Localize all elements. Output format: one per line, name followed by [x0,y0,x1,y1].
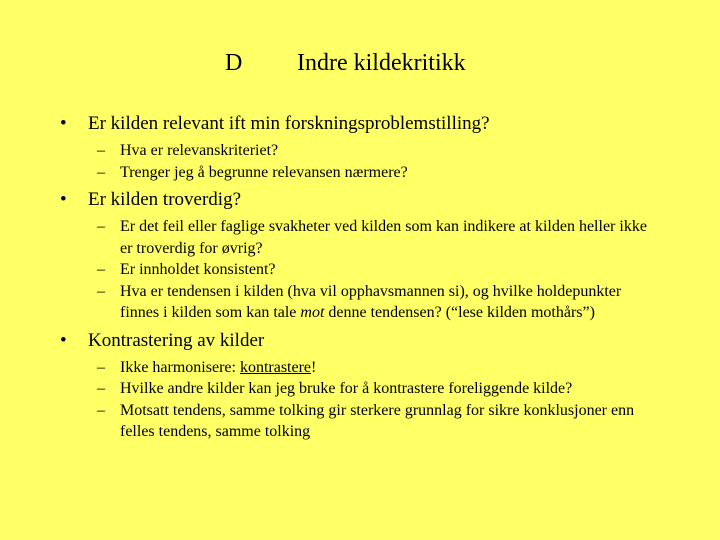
bullet-item [0,328,720,354]
sub-item [0,162,720,184]
section-contrast [0,328,720,443]
title-text: Indre kildekritikk [297,50,466,76]
dash-marker-icon: – [97,282,105,300]
sub-item-text: Trenger jeg å begrunne relevansen nærmere? [120,163,408,181]
sub-item-text: Ikke harmonisere: [120,358,236,376]
dash-marker-icon: – [97,380,105,397]
sub-item-text: Hva er relevanskriteriet? [120,142,279,159]
bullet-text: Er kilden relevant ift min forskningsproblemstilling? [88,113,490,134]
sub-item [0,140,720,162]
sub-item [0,216,720,259]
sub-item-text: ! [311,358,317,376]
sub-item [0,357,720,379]
sub-item [0,378,720,400]
sub-item-text: Hvilke andre kilder kan jeg bruke for å kontrastere foreliggende kilde? [120,380,573,397]
underlined-text: kontrastere [239,358,312,376]
bullet-text: Er kilden troverdig? [88,189,242,210]
bullet-marker-icon: • [60,189,67,210]
bullet-item [0,187,720,213]
dash-marker-icon: – [97,261,105,278]
dash-marker-icon: – [97,218,105,235]
dash-marker-icon: – [97,358,105,376]
sub-list [0,140,720,183]
sub-item-text: Er det feil eller faglige svakheter ved kilden som kan indikere at kilden heller ikke er troverdig for øvrig? [120,218,647,257]
sub-item-text: denne tendensen? (“lese kilden mothårs”) [328,304,595,321]
sub-list [0,216,720,324]
slide-content [0,111,720,447]
title-letter: D [225,50,243,76]
bullet-text: Kontrastering av kilder [88,329,265,351]
sub-item [0,259,720,281]
sub-item-text: Er innholdet konsistent? [120,261,276,278]
bullet-item [0,111,720,137]
section-credibility [0,187,720,324]
dash-marker-icon: – [97,142,105,159]
sub-item-text: Hva er tendensen i kilden (hva vil opphavsmannen si), og hvilke holdepunkter finnes i kilden som kan tale [120,282,622,321]
section-relevance [0,111,720,183]
dash-marker-icon: – [97,401,105,419]
bullet-marker-icon: • [60,329,67,351]
dash-marker-icon: – [97,163,105,181]
sub-list [0,357,720,443]
slide-title [0,46,720,80]
sub-item [0,281,720,324]
sub-item-text: Motsatt tendens, samme tolking gir sterkere grunnlag for sikre konklusjoner enn felles tendens, samme tolking [120,401,635,440]
emphasis-text: mot [300,304,325,321]
sub-item [0,400,720,443]
bullet-marker-icon: • [60,113,67,134]
